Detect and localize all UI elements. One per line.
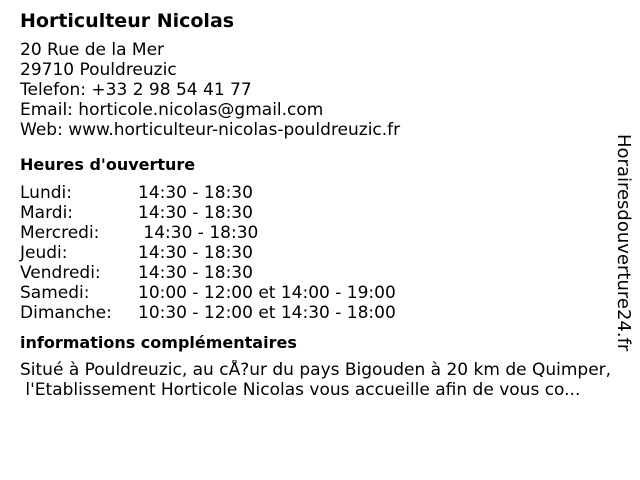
time-value: 10:00 - 12:00 et 14:00 - 19:00 [138, 283, 396, 303]
day-label: Mardi: [20, 203, 74, 223]
day-label: Lundi: [20, 183, 72, 203]
day-label: Dimanche: [20, 303, 112, 323]
address-city: 29710 Pouldreuzic [20, 60, 177, 80]
hours-row-monday [20, 183, 620, 203]
address-street: 20 Rue de la Mer [20, 40, 165, 60]
hours-row-tuesday [20, 203, 620, 223]
time-value: 14:30 - 18:30 [138, 183, 253, 203]
time-value: 14:30 - 18:30 [138, 223, 259, 243]
time-value: 14:30 - 18:30 [138, 203, 253, 223]
description-line-2: l'Etablissement Horticole Nicolas vous accueille afin de vous co... [20, 380, 581, 400]
opening-hours-heading: Heures d'ouverture [20, 155, 196, 174]
hours-row-thursday [20, 243, 620, 263]
hours-row-saturday [20, 283, 620, 303]
hours-row-wednesday [20, 223, 620, 243]
business-name: Horticulteur Nicolas [20, 10, 235, 32]
hours-row-sunday [20, 303, 620, 323]
opening-hours-list [20, 183, 620, 323]
business-card [20, 8, 620, 400]
time-value: 14:30 - 18:30 [138, 243, 253, 263]
email-line: Email: horticole.nicolas@gmail.com [20, 100, 324, 120]
phone-line: Telefon: +33 2 98 54 41 77 [20, 80, 252, 100]
time-value: 14:30 - 18:30 [138, 263, 253, 283]
website-line: Web: www.horticulteur-nicolas-pouldreuzic.fr [20, 120, 401, 140]
additional-info-heading: informations complémentaires [20, 333, 297, 352]
site-watermark: Horairesdouverture24.fr [613, 134, 634, 352]
day-label: Jeudi: [20, 243, 68, 263]
description-line-1: Situé à Pouldreuzic, au cÅ?ur du pays Bigouden à 20 km de Quimper, [20, 360, 612, 380]
hours-row-friday [20, 263, 620, 283]
day-label: Samedi: [20, 283, 90, 303]
day-label: Vendredi: [20, 263, 101, 283]
time-value: 10:30 - 12:00 et 14:30 - 18:00 [138, 303, 396, 323]
day-label: Mercredi: [20, 223, 100, 243]
